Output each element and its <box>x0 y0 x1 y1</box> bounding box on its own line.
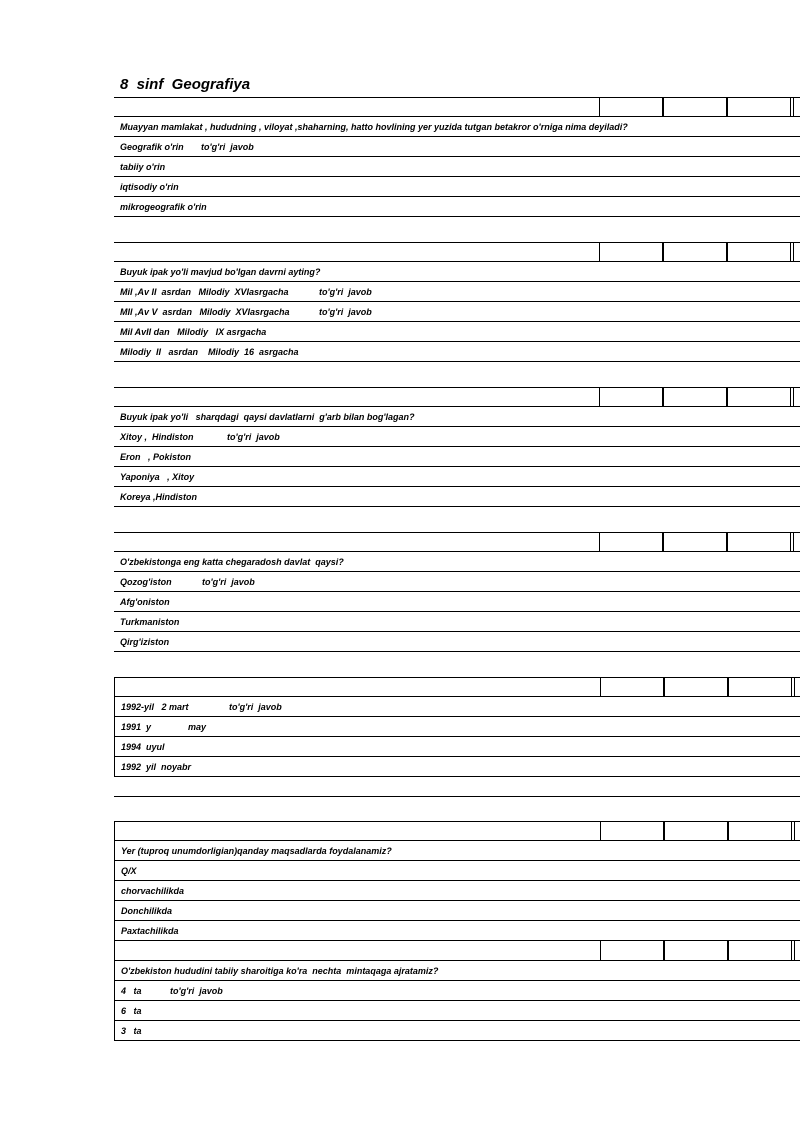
answer-row <box>114 861 800 881</box>
answer-text: Yaponiya , Xitoy <box>120 472 195 482</box>
answer-row <box>114 467 800 487</box>
question-block-1 <box>114 97 800 217</box>
correct-answer-note: to'g'ri javob <box>202 577 255 587</box>
answer-text: Xitoy , Hindiston <box>120 432 194 442</box>
answer-text: Mil AvII dan Milodiy IX asrgacha <box>120 327 267 337</box>
answer-text: Paxtachilikda <box>121 926 179 936</box>
grid-cell <box>793 98 800 117</box>
answer-row <box>114 901 800 921</box>
answer-text: Eron , Pokiston <box>120 452 192 462</box>
question-block-2 <box>114 242 800 362</box>
answer-text: 6 ta <box>121 1006 142 1016</box>
question-block-6 <box>114 821 800 1041</box>
grid-cell <box>727 388 791 407</box>
answer-text: 1994 uyul <box>121 742 165 752</box>
answer-row <box>114 177 800 197</box>
grid-cell <box>599 243 663 262</box>
grid-cell <box>600 822 664 841</box>
answer-text: 1992-yil 2 mart <box>121 702 189 712</box>
correct-answer-note: to'g'ri javob <box>319 307 372 317</box>
answer-row <box>114 137 800 157</box>
question-header <box>114 532 800 552</box>
grid-cell <box>794 941 800 961</box>
answer-row <box>114 487 800 507</box>
answer-text: tabiiy o'rin <box>120 162 166 172</box>
question-block-5 <box>114 677 800 797</box>
answer-row <box>114 881 800 901</box>
answer-row <box>114 427 800 447</box>
question-text: Buyuk ipak yo'li mavjud bo'lgan davrni ayting? <box>114 262 800 282</box>
question-text: O'zbekistonga eng katta chegaradosh davlat qaysi? <box>114 552 800 572</box>
question-header <box>114 242 800 262</box>
answer-note: may <box>188 722 207 732</box>
answer-row <box>114 572 800 592</box>
question-block-3 <box>114 387 800 507</box>
answer-row <box>114 157 800 177</box>
grid-cell <box>664 678 728 697</box>
answer-row <box>114 1001 800 1021</box>
grid-cell <box>794 678 800 697</box>
grid-cell <box>664 822 728 841</box>
answer-text: Donchilikda <box>121 906 173 916</box>
correct-answer-note: to'g'ri javob <box>229 702 282 712</box>
grid-cell <box>663 388 727 407</box>
grid-cell <box>728 822 792 841</box>
question-header <box>114 97 800 117</box>
question-block-4 <box>114 532 800 652</box>
page-title: 8 sinf Geografiya <box>120 76 251 93</box>
answer-text: Qozog'iston <box>120 577 172 587</box>
answer-row <box>114 282 800 302</box>
grid-cell <box>663 533 727 552</box>
answer-row <box>114 302 800 322</box>
answer-row <box>114 197 800 217</box>
answer-row <box>114 981 800 1001</box>
grid-cell <box>727 98 791 117</box>
question-text: Yer (tuproq unumdorligian)qanday maqsadlarda foydalanamiz? <box>114 841 800 861</box>
answer-text: Qirg'iziston <box>120 637 170 647</box>
answer-row <box>114 697 800 717</box>
grid-cell <box>727 243 791 262</box>
question-text: O'zbekiston hududini tabiiy sharoitiga ko'ra nechta mintaqaga ajratamiz? <box>114 961 800 981</box>
grid-cell <box>793 533 800 552</box>
question-header <box>114 821 800 841</box>
answer-text: 1991 y <box>121 722 152 732</box>
answer-text: Milodiy II asrdan Milodiy 16 asrgacha <box>120 347 299 357</box>
answer-row <box>114 757 800 777</box>
correct-answer-note: to'g'ri javob <box>227 432 280 442</box>
grid-cell <box>663 243 727 262</box>
grid-cell <box>728 678 792 697</box>
question-header <box>114 941 800 961</box>
correct-answer-note: to'g'ri javob <box>319 287 372 297</box>
answer-text: iqtisodiy o'rin <box>120 182 179 192</box>
question-header <box>114 677 800 697</box>
blank-row <box>114 777 800 797</box>
grid-cell <box>664 941 728 961</box>
answer-row <box>114 342 800 362</box>
question-text: Buyuk ipak yo'li sharqdagi qaysi davlatlarni g'arb bilan bog'lagan? <box>114 407 800 427</box>
answer-text: 3 ta <box>121 1026 142 1036</box>
grid-cell <box>599 533 663 552</box>
answer-text: mikrogeografik o'rin <box>120 202 207 212</box>
answer-row <box>114 717 800 737</box>
answer-row <box>114 322 800 342</box>
grid-cell <box>600 678 664 697</box>
answer-row <box>114 612 800 632</box>
grid-cell <box>599 98 663 117</box>
answer-row <box>114 1021 800 1041</box>
question-header <box>114 387 800 407</box>
answer-text: Mil ,Av II asrdan Milodiy XVIasrgacha <box>120 287 289 297</box>
grid-cell <box>793 388 800 407</box>
grid-cell <box>599 388 663 407</box>
grid-cell <box>794 822 800 841</box>
answer-text: Q/X <box>121 866 137 876</box>
answer-text: 1992 yil noyabr <box>121 762 192 772</box>
answer-text: MIl ,Av V asrdan Milodiy XVIasrgacha <box>120 307 290 317</box>
correct-answer-note: to'g'ri javob <box>170 986 223 996</box>
answer-row <box>114 632 800 652</box>
grid-cell <box>727 533 791 552</box>
answer-text: Afg'oniston <box>120 597 170 607</box>
grid-cell <box>728 941 792 961</box>
question-text: Muayyan mamlakat , hududning , viloyat ,shaharning, hatto hovlining yer yuzida tutgan betakror o'rniga nima deyiladi? <box>114 117 800 137</box>
correct-answer-note: to'g'ri javob <box>201 142 254 152</box>
answer-row <box>114 447 800 467</box>
answer-text: 4 ta <box>121 986 142 996</box>
answer-text: Geografik o'rin <box>120 142 184 152</box>
grid-cell <box>663 98 727 117</box>
answer-text: Koreya ,Hindiston <box>120 492 198 502</box>
answer-row <box>114 592 800 612</box>
answer-row <box>114 921 800 941</box>
grid-cell <box>600 941 664 961</box>
answer-text: Turkmaniston <box>120 617 180 627</box>
answer-text: chorvachilikda <box>121 886 185 896</box>
grid-cell <box>793 243 800 262</box>
answer-row <box>114 737 800 757</box>
